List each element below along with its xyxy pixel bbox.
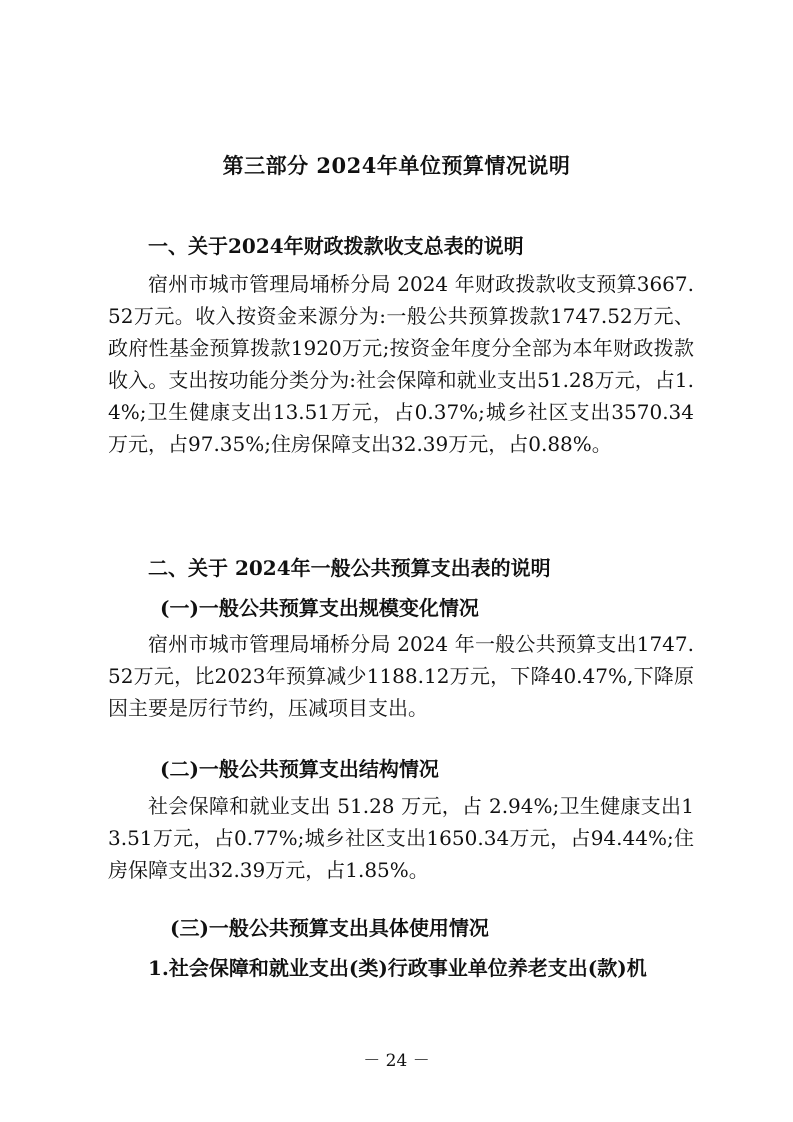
section2-heading: 二、关于 2024年一般公共预算支出表的说明 [148, 556, 551, 580]
section2-sub2-heading: (二)一般公共预算支出结构情况 [160, 757, 439, 781]
section2-sub1-heading: (一)一般公共预算支出规模变化情况 [160, 596, 479, 620]
section2-sub3-item1: 1.社会保障和就业支出(类)行政事业单位养老支出(款)机 [148, 956, 647, 980]
section2-sub1-paragraph: 宿州市城市管理局埇桥分局 2024 年一般公共预算支出1747.52万元，比2023年预算减少1188.12万元，下降40.47%,下降原因主要是厉行节约，压减项目支出。 [108, 632, 694, 720]
section2-sub2-paragraph: 社会保障和就业支出 51.28 万元，占 2.94%;卫生健康支出13.51万元，占0.77%;城乡社区支出1650.34万元，占94.44%;住房保障支出32.39万元，占1.85%。 [108, 794, 694, 882]
section2-sub2-body [108, 790, 694, 886]
section1-body [108, 268, 694, 460]
section1-paragraph: 宿州市城市管理局埇桥分局 2024 年财政拨款收支预算3667.52万元。收入按资金来源分为:一般公共预算拨款1747.52万元、政府性基金预算拨款1920万元;按资金年度分全部为本年财政拨款收入。支出按功能分类分为:社会保障和就业支出51.28万元，占1.4%;卫生健康支出13.51万元，占0.37%;城乡社区支出3570.34万元，占97.35%;住房保障支出32.39万元，占0.88%。 [108, 272, 694, 456]
page-number: － 24 － [363, 1051, 430, 1071]
section2-sub1-body [108, 628, 694, 724]
section1-heading: 一、关于2024年财政拨款收支总表的说明 [148, 234, 524, 258]
page-title: 第三部分 2024年单位预算情况说明 [222, 153, 571, 178]
section2-sub3-heading: (三)一般公共预算支出具体使用情况 [170, 916, 489, 940]
